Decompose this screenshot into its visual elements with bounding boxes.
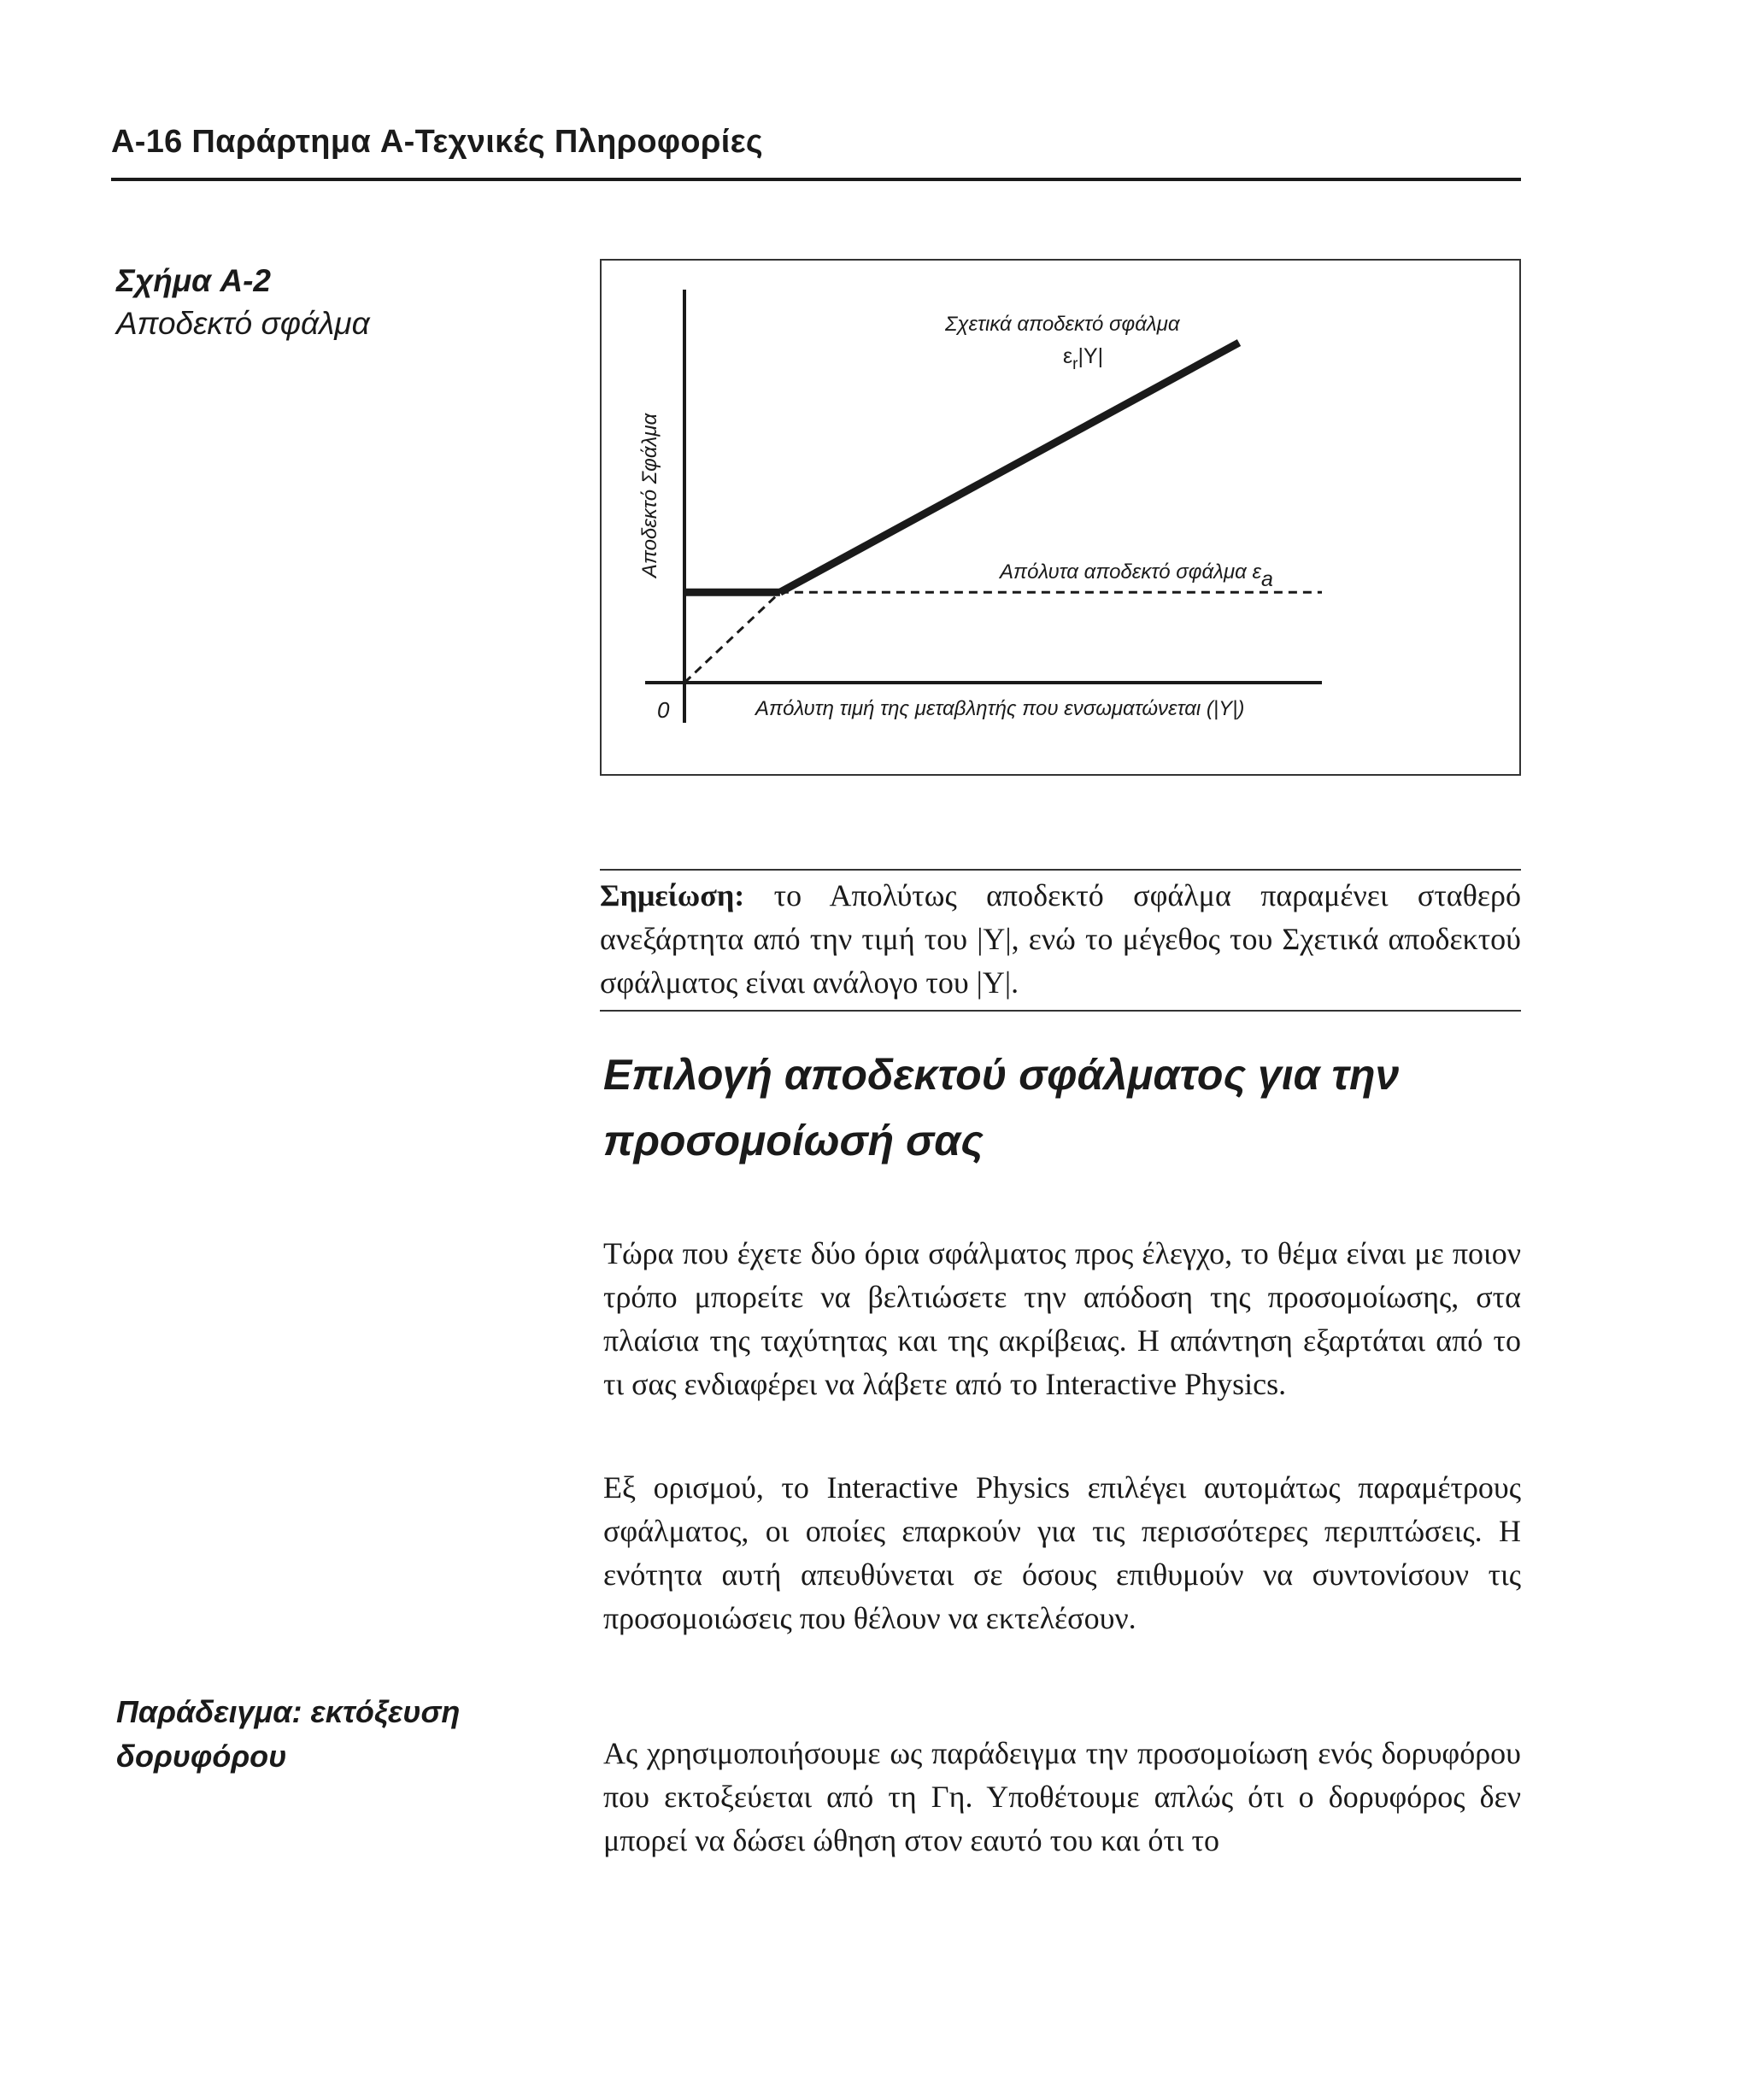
relative-error-formula: $\varepsilon_r|Y|$ xyxy=(1063,344,1104,373)
y-axis-label: Αποδεκτό Σφάλμα xyxy=(638,413,661,578)
body-paragraph-1: Τώρα που έχετε δύο όρια σφάλματος προς έλεγχο, το θέμα είναι με ποιον τρόπο μπορείτε να βελτιώσετε την απόδοση της προσομοίωσης, στα πλαίσια της ταχύτητας και της ακρίβειας. Η απάντηση εξαρτάται από το τι σας ενδιαφέρει να λάβετε από το Interactive Physics. xyxy=(603,1236,1521,1401)
body-paragraph-3: Ας χρησιμοποιήσουμε ως παράδειγμα την προσομοίωση ενός δορυφόρου που εκτοξεύεται από τη Γη. Υποθέτουμε απλώς ότι ο δορυφόρος δεν μπορεί να δώσει ώθηση στον εαυτό του και ότι το xyxy=(603,1736,1521,1857)
header-rule xyxy=(111,178,1521,181)
note-text: το Απολύτως αποδεκτό σφάλμα παραμένει σταθερό ανεξάρτητα από την τιμή του |Y|, ενώ το μέγεθος του Σχετικά αποδεκτού σφάλματος είναι ανάλογο του |Y|. xyxy=(600,878,1521,1000)
series-line-4 xyxy=(684,592,780,683)
note-box xyxy=(600,869,1521,1012)
figure-caption: Αποδεκτό σφάλμα xyxy=(116,306,370,341)
figure-frame xyxy=(600,259,1521,776)
section-title: Επιλογή αποδεκτού σφάλματος για την προσομοίωσή σας xyxy=(603,1051,1400,1164)
origin-label: 0 xyxy=(657,697,670,723)
x-axis-label: Απόλυτη τιμή της μεταβλητής που ενσωματώνεται (|Y|) xyxy=(755,697,1245,720)
running-head: A-16 Παράρτημα A-Τεχνικές Πληροφορίες xyxy=(111,124,763,160)
absolute-error-label: Απόλυτα αποδεκτό σφάλμα εa xyxy=(1000,560,1273,591)
series-line-1 xyxy=(780,343,1239,592)
body-paragraph-2: Εξ ορισμού, το Interactive Physics επιλέγει αυτομάτως παραμέτρους σφάλματος, οι οποίες επαρκούν για τις περισσότερες περιπτώσεις. Η ενότητα αυτή απευθύνεται σε όσους επιθυμούν να συντονίσουν τις προσομοιώσεις που θέλουν να εκτελέσουν. xyxy=(603,1470,1521,1635)
figure-label: Σχήμα A-2 xyxy=(116,263,271,298)
relative-error-label: Σχετικά αποδεκτό σφάλμα xyxy=(945,313,1180,336)
error-chart xyxy=(602,261,1519,774)
example-heading: Παράδειγμα: εκτόξευση δορυφόρου xyxy=(116,1694,461,1774)
note-label: Σημείωση: xyxy=(600,878,745,912)
